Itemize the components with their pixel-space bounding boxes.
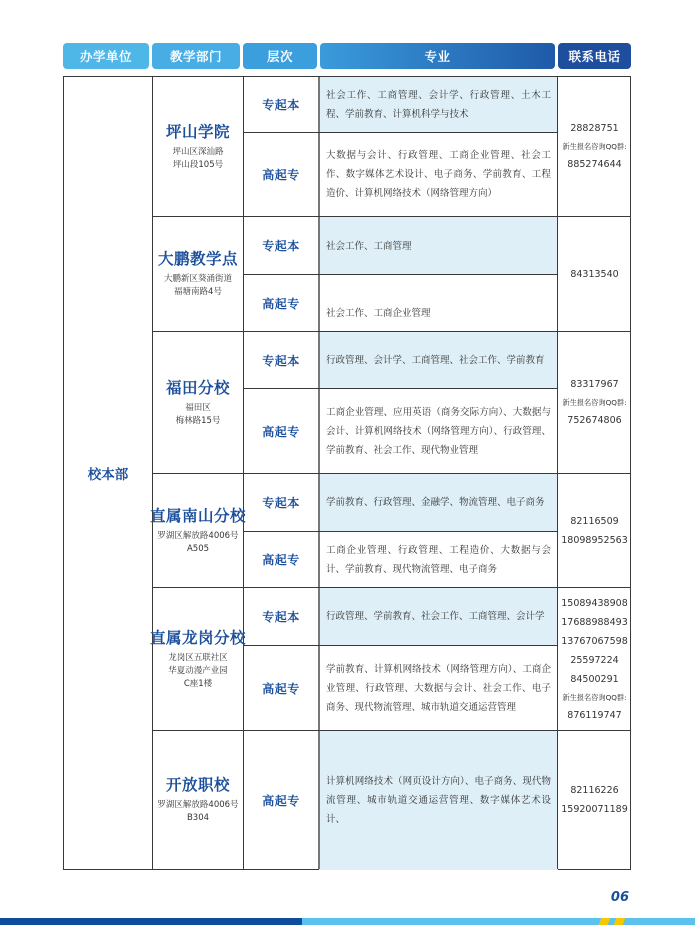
qq-group-number: 876119747 — [567, 709, 622, 721]
department-address: 福田区 梅林路15号 — [175, 402, 221, 426]
level-label: 高起专 — [262, 168, 300, 182]
department-address: 龙岗区五联社区 华夏动漫产业园 C座1楼 — [168, 652, 228, 689]
department-name: 福田分校 — [165, 378, 230, 397]
page-number: 06 — [610, 890, 629, 905]
department-name: 开放职校 — [165, 776, 230, 794]
major-cell: 社会工作、工商管理 — [326, 241, 412, 252]
level-label: 高起专 — [262, 424, 300, 439]
unit-cell: 校本部 — [87, 467, 129, 483]
department-nanshan — [150, 474, 247, 587]
qq-group-label: 新生报名咨询QQ群: — [562, 692, 627, 702]
phone-number: 82116226 — [570, 785, 619, 796]
major-cell: 行政管理、学前教育、社会工作、工商管理、会计学 — [326, 611, 545, 622]
phone-number: 15920071189 — [561, 804, 628, 815]
major-cell: 计算机网络技术（网页设计方向）、电子商务、现代物流管理、城市轨道交通运营管理、数字媒体艺术设计、 — [326, 775, 551, 825]
department-name: 直属龙岗分校 — [150, 628, 247, 647]
phone-number: 28828751 — [570, 123, 619, 134]
level-label: 专起本 — [262, 239, 300, 253]
level-label: 专起本 — [262, 353, 300, 368]
phone-number: 84500291 — [570, 673, 619, 685]
phone-number: 15089438908 — [561, 597, 628, 609]
qq-group-label: 新生报名咨询QQ群: — [562, 398, 627, 407]
major-cell: 行政管理、会计学、工商管理、社会工作、学前教育 — [326, 354, 545, 366]
major-cell: 学前教育、行政管理、金融学、物流管理、电子商务 — [326, 497, 545, 508]
phone-number: 17688988493 — [561, 616, 628, 628]
major-cell: 工商企业管理、应用英语（商务交际方向）、大数据与会计、计算机网络技术（网络管理方向）、行政管理、学前教育、社会工作、现代物业管理 — [326, 406, 551, 456]
major-cell: 社会工作、工商企业管理 — [326, 308, 431, 319]
contact-cell — [558, 588, 631, 730]
phone-number: 18098952563 — [561, 534, 628, 546]
department-open-vocational — [153, 731, 243, 869]
contact-cell — [558, 474, 631, 587]
level-label: 高起专 — [262, 296, 300, 311]
level-label: 专起本 — [262, 496, 300, 510]
department-dapeng — [153, 217, 243, 331]
phone-number: 83317967 — [570, 379, 619, 390]
phone-number: 84313540 — [570, 268, 619, 280]
header-level: 层次 — [243, 43, 317, 69]
header-department: 教学部门 — [152, 43, 240, 69]
department-name: 直属南山分校 — [150, 506, 247, 525]
phone-number: 13767067598 — [561, 635, 628, 647]
department-name: 坪山学院 — [165, 122, 230, 141]
contact-cell — [558, 731, 631, 869]
major-cell: 大数据与会计、行政管理、工商企业管理、社会工作、数字媒体艺术设计、电子商务、学前教育、工程造价、计算机网络技术（网络管理方向） — [326, 150, 551, 199]
qq-group-number: 885274644 — [567, 159, 622, 170]
department-address: 罗湖区解放路4006号 A505 — [157, 530, 239, 554]
department-futian — [153, 332, 243, 473]
contact-cell — [558, 217, 631, 331]
level-label: 高起专 — [262, 681, 300, 696]
footer-bar-dark — [0, 918, 302, 925]
level-label: 高起专 — [262, 553, 300, 567]
department-pingshan — [153, 77, 243, 216]
phone-number: 25597224 — [570, 654, 619, 666]
department-name: 大鹏教学点 — [157, 250, 238, 268]
department-address: 坪山区深汕路 坪山段105号 — [172, 146, 224, 170]
qq-group-number: 752674806 — [567, 415, 622, 426]
contact-cell — [558, 77, 631, 216]
qq-group-label: 新生报名咨询QQ群: — [562, 142, 627, 151]
level-label: 专起本 — [262, 98, 300, 112]
major-cell: 学前教育、计算机网络技术（网络管理方向）、工商企业管理、行政管理、大数据与会计、社会工作、电子商务、现代物流管理、城市轨道交通运营管理 — [326, 663, 551, 713]
department-address: 罗湖区解放路4006号 B304 — [157, 800, 239, 823]
contact-cell — [558, 332, 631, 473]
footer-bar-light — [302, 918, 695, 925]
department-address: 大鹏新区葵涌街道 福塘南路4号 — [163, 274, 232, 297]
header-major: 专业 — [320, 43, 555, 69]
programs-table — [63, 76, 631, 870]
header-contact: 联系电话 — [558, 43, 631, 69]
level-label: 高起专 — [262, 793, 300, 808]
major-cell: 工商企业管理、行政管理、工程造价、大数据与会计、学前教育、现代物流管理、电子商务 — [326, 544, 551, 575]
header-unit: 办学单位 — [63, 43, 149, 69]
phone-number: 82116509 — [570, 515, 619, 527]
level-label: 专起本 — [262, 610, 300, 624]
department-longgang — [150, 588, 247, 730]
major-cell: 社会工作、工商管理、会计学、行政管理、土木工程、学前教育、计算机科学与技术 — [326, 89, 551, 120]
